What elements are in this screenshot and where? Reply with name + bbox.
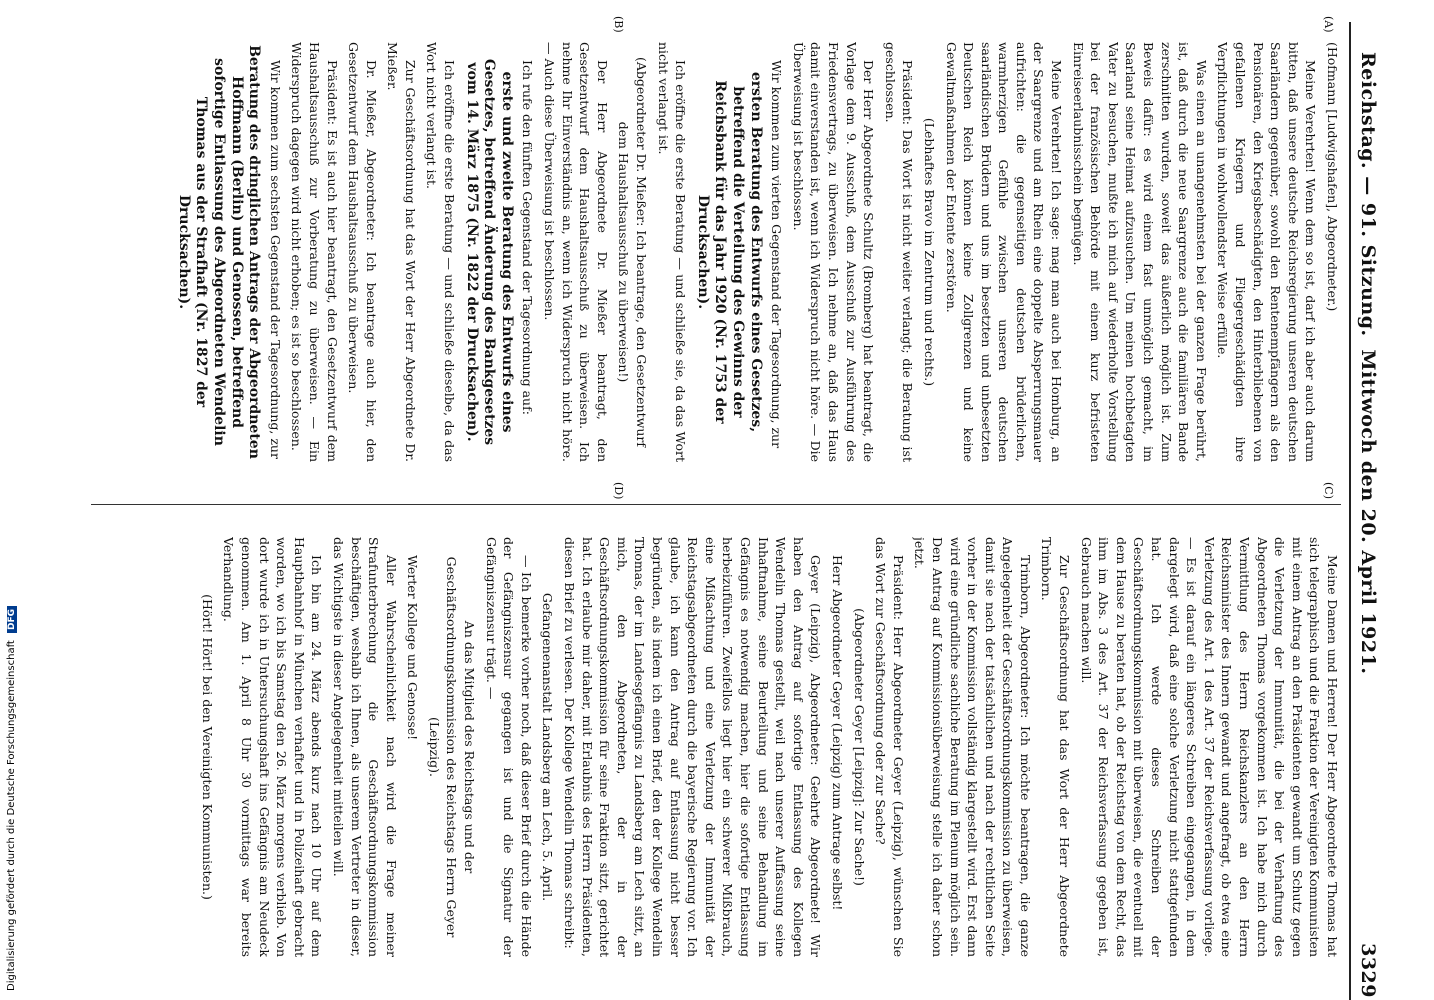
paragraph: Ich eröffne die erste Beratung — und schließe dieselbe, da das Wort nicht verlangt ist. bbox=[424, 42, 458, 462]
rotated-page bbox=[55, 12, 1385, 1000]
page-number: 3329 bbox=[1357, 943, 1379, 998]
paragraph: Präsident: Herr Abgeordneter Geyer (Leipzig), wünschen Sie das Wort zur Geschäftsordnung oder zur Sache? bbox=[873, 537, 906, 957]
right-text-column bbox=[95, 537, 1341, 957]
paragraph: Werter Kollege und Genosse! bbox=[405, 555, 421, 741]
paragraph: Zur Geschäftsordnung hat das Wort der Herr Abgeordnete Dr. Mießer. bbox=[385, 42, 418, 462]
paragraph: (Hofmann [Ludwigshafen], Abgeordneter.) bbox=[1325, 42, 1340, 312]
paragraph: Herr Abgeordneter Geyer (Leipzig) zum Antrage selbst! bbox=[829, 555, 845, 911]
paragraph: Geyer (Leipzig), Abgeordneter: Geehrte Abgeordnete! Wir haben den Antrag auf sofortige Entlassung des Kollegen Wendelin Thomas gestellt, weil nach unserer Auffassung seine Inhaftnahme, seine Beurteilung und seine Behandlung im Gefängnis es notwendig machen, hier die sofortige Entlassung herbeizuführen. Zweifellos liegt hier ein schwerer Mißbrauch, eine Mißachtung und eine Verletzung der Immunität der Reichstagsabgeordneten durch die bayerische Regierung vor. Ich glaube, ich kann den Antrag auf Entlassung nicht besser begründen, als indem ich einen Brief, den der Kollege Wendelin Thomas, der im Landesgefängnis zu Landsberg am Lech sitzt, an mich, den Abgeordneten, der in der Geschäftsordnungskommission für seine Fraktion sitzt, gerichtet hat. Ich erlaube mir daher, mit Erlaubnis des Herrn Präsidenten, diesen Brief zu verlesen. Der Kollege Wendelin Thomas schreibt: bbox=[562, 537, 824, 957]
page-header bbox=[1349, 22, 1385, 1000]
paragraph: Dr. Mießer, Abgeordneter: Ich beantrage auch hier, den Gesetzentwurf dem Haushaltsausschuß zu überweisen. bbox=[346, 42, 379, 462]
dfg-logo: DFG bbox=[7, 606, 17, 633]
paragraph: — Ich bemerke vorher noch, daß dieser Brief durch die Hände der Gefängniszensur gegangen ist und die Signatur der Gefängniszensur trägt. — bbox=[483, 537, 534, 957]
paragraph: (Abgeordneter Geyer [Leipzig]: Zur Sache!) bbox=[851, 608, 867, 886]
paragraph: erste und zweite Beratung des Entwurfs eines Gesetzes, betreffend Änderung des Bankgesetzes vom 14. März 1875 (Nr. 1822 der Drucksachen). bbox=[463, 58, 515, 446]
paragraph: Präsident: Das Wort ist nicht weiter verlangt; die Beratung ist geschlossen. bbox=[882, 42, 916, 462]
margin-marker-c: (C) bbox=[1322, 482, 1335, 499]
paragraph: Aller Wahrscheinlichkeit nach wird die Frage meiner Strafunterbrechung die Geschäftsordnungskommission beschäftigen, weshalb ich Ihnen, als unserem Vertreter in dieser, das Wichtigste in dieser Angelegenheit mitteilen will. bbox=[330, 537, 399, 957]
column-divider bbox=[91, 504, 1341, 505]
paragraph: Ich bin am 24. März abends kurz nach 10 Uhr auf dem Hauptbahnhof in München verhaftet und in Polizeihaft gebracht worden, wo ich bis Samstag den 26. März morgens verblieb. Von dort wurde ich in Untersuchungshaft ins Gefängnis am Neudeck genommen. Am 1. April 8 Uhr 30 vormittags war bereits Verhandlung. bbox=[221, 537, 325, 957]
margin-marker-a: (A) bbox=[1322, 16, 1335, 33]
digitization-credit bbox=[6, 16, 20, 991]
margin-marker-d: (D) bbox=[612, 482, 625, 500]
paragraph: Meine Verehrten! Wenn dem so ist, darf ich aber auch darum bitten, daß unsere deutsche Reichsregierung unseren deutschen Saarländern gegenüber, sowohl den Rentenempfängern als den Pensionären, den Kriegsbeschädigten, den Hinterbliebenen von gefallenen Kriegern und Fliegergeschädigten ihre Verpflichtungen in wohlwollendster Weise erfülle. bbox=[1215, 42, 1319, 462]
paragraph: ersten Beratung des Entwurfs eines Gesetzes, betreffend die Verteilung des Gewinns der Reichsbank für das Jahr 1920 (Nr. 1753 der Drucksachen). bbox=[694, 71, 764, 433]
paragraph: (Lebhaftes Bravo im Zentrum und rechts.) bbox=[921, 117, 937, 387]
paragraph: Meine Damen und Herren! Der Herr Abgeordnete Thomas hat sich telegraphisch und die Fraktion der Vereinigten Kommunisten mit einem Antrag an den Präsidenten gewandt um Schutz gegen die Verletzung der Immunität, die bei der Verhaftung des Abgeordneten Thomas vorgekommen ist. Ich habe mich durch Vermittlung des Herrn Reichskanzlers an den Herrn Reichsminister des Innern gewandt und angefragt, ob etwa eine Verletzung des Art. 1 des Art. 37 der Reichsverfassung vorliege. — Es ist darauf ein längeres Schreiben eingegangen, in dem dargelegt wird, daß eine solche Verletzung nicht stattgefunden hat. Ich werde dieses Schreiben der Geschäftsordnungskommission mit überweisen, die eventuell mit dem Hause zu beraten hat, ob der Reichstag von dem Recht, das ihm im Abs. 3 des Art. 37 der Reichsverfassung gegeben ist, Gebrauch machen will. bbox=[1078, 537, 1340, 957]
paragraph: Ich eröffne die erste Beratung — und schließe sie, da das Wort nicht verlangt ist. bbox=[655, 42, 689, 462]
paragraph: (Hört! Hört! bei den Vereinigten Kommunisten.) bbox=[199, 594, 215, 900]
margin-marker-b: (B) bbox=[612, 16, 625, 33]
paragraph: Gefangenenanstalt Landsberg am Lech, 5. April. bbox=[540, 592, 556, 902]
header-center: Mittwoch den 20. April 1921. bbox=[1357, 349, 1379, 675]
paragraph: Trimborn, Abgeordneter: Ich möchte beantragen, die ganze Angelegenheit der Geschäftsordnungskommission zu überweisen, damit sie nach der tatsächlichen und nach der rechtlichen Seite vorher in der Kommission vollständig klargestellt wird. Erst dann wird eine gründliche sachliche Beratung im Plenum möglich sein. Den Antrag auf Kommissionsüberweisung stelle ich daher schon jetzt. bbox=[912, 537, 1033, 957]
paragraph: Beratung des dringlichen Antrags der Abgeordneten Hoffmann (Berlin) und Genossen, betreffend sofortige Entlassung des Abgeordneten Wendelin Thomas aus der Strafhaft (Nr. 1827 der Drucksachen). bbox=[175, 45, 263, 459]
paragraph: (Abgeordneter Dr. Mießer: Ich beantrage, den Gesetzentwurf dem Haushaltsausschuß zu überweisen!) bbox=[616, 56, 650, 447]
paragraph: Ich rufe den fünften Gegenstand der Tagesordnung auf: bbox=[520, 60, 536, 415]
paragraph: An das Mitglied des Reichstags und der Geschäftsordnungskommission des Reichstags Herrn Geyer (Leipzig). bbox=[426, 556, 478, 938]
paragraph: Meine Verehrten! Ich sage: mag man auch bei Homburg, an der Saargrenze und am Rhein eine doppelte Absperrungsmauer aufrichten: die gegenseitigen deutschen brüderlichen, warmherzigen Gefühle zwischen unseren deutschen saarländischen Brüdern und uns im besetzten und unbesetzten Deutschen Reich können keine Zollgrenzen und keine Gewaltmaßnahmen der Entente zerstören. bbox=[943, 42, 1065, 462]
header-left: Reichstag. — 91. Sitzung. bbox=[1357, 52, 1379, 337]
paragraph: Was einen an unangenehmsten bei der ganzen Frage berührt, ist, daß durch die neue Saargrenze auch die familiären Bande zerschnitten wurden, soweit das äußerlich möglich ist. Zum Beweis dafür: es wird einem fast unmöglich gemacht, im Saarland seine Heimat aufzusuchen. Um meinen hochbetagten Vater zu besuchen, mußte ich mich auf wiederholte Vorstellung bei der französischen Behörde mit einem kurz befristeten Einreiseerlaubnisschein begnügen. bbox=[1070, 42, 1209, 462]
paragraph: Der Herr Abgeordnete Dr. Mießer beantragt, den Gesetzentwurf dem Haushaltsausschuß zu überweisen. Ich nehme Ihr Einverständnis an, wenn ich Widerspruch nicht höre. — Auch diese Überweisung ist beschlossen. bbox=[542, 42, 610, 462]
paragraph: Der Herr Abgeordnete Schultz (Bromberg) hat beantragt, die Vorlage dem 9. Ausschuß, dem Ausschuß zur Ausführung des Friedensvertrags, zu überweisen. Ich nehme an, daß das Haus damit einverstanden ist, wenn ich Widerspruch nicht höre. — Die Überweisung ist beschlossen. bbox=[790, 42, 877, 462]
paragraph: Wir kommen zum sechsten Gegenstand der Tagesordnung, zur bbox=[267, 60, 283, 459]
paragraph: Zur Geschäftsordnung hat das Wort der Herr Abgeordnete Trimborn. bbox=[1039, 537, 1073, 957]
credit-text: Digitalisierung gefördert durch die Deutsche Forschungsgemeinschaft bbox=[6, 640, 17, 991]
paragraph: Wir kommen zum vierten Gegenstand der Tagesordnung, zur bbox=[769, 60, 785, 449]
left-text-column bbox=[95, 42, 1341, 462]
paragraph: Präsident: Es ist auch hier beantragt, den Gesetzentwurf dem Haushaltsausschuß zur Vorberatung zu überweisen. — Ein Widerspruch dagegen wird nicht erhoben; es ist so beschlossen. bbox=[289, 42, 340, 462]
